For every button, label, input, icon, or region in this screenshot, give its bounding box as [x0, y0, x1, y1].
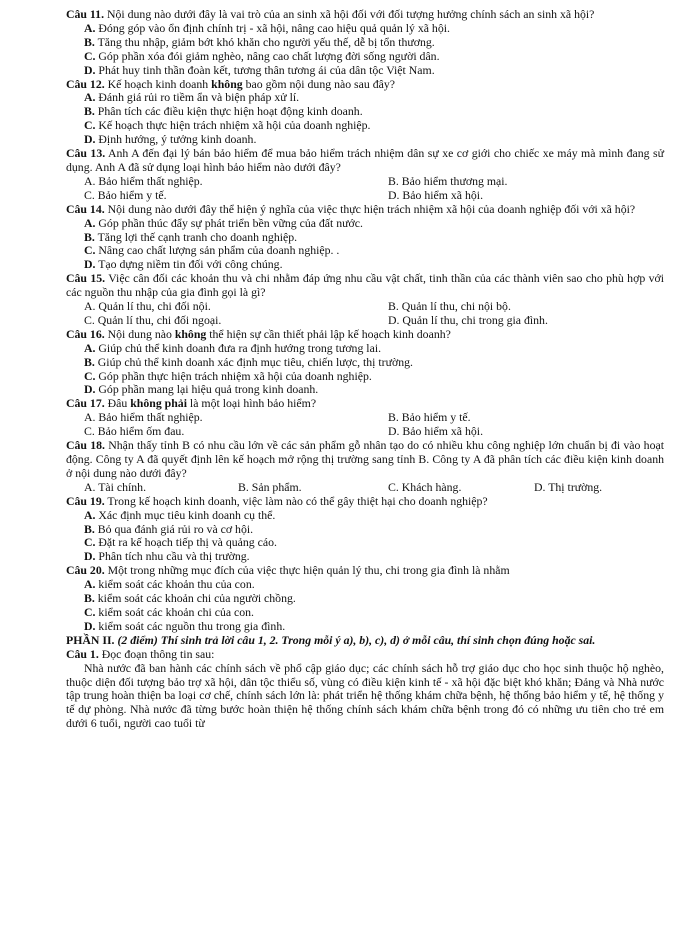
option-text: Phân tích nhu cầu và thị trường. [95, 549, 250, 564]
option-c [84, 536, 664, 550]
option-text: kiểm soát các khoản chi của người chồng. [94, 591, 296, 606]
option-d [84, 133, 664, 147]
option-text: Nâng cao chất lượng sản phẩm của doanh nghiệp. . [95, 243, 340, 258]
option-letter: A. [84, 479, 96, 494]
question-number: Câu 17. [66, 396, 105, 411]
option-letter: C. [84, 368, 96, 383]
option-text: kiểm soát các khoản thu của con. [95, 577, 255, 592]
option-d [388, 189, 692, 203]
question-text-end: thể hiện sự cần thiết phải lập kế hoạch kinh doanh? [206, 326, 451, 341]
option-c [84, 119, 664, 133]
option-letter: A. [84, 299, 96, 314]
option-text: Bảo hiểm thương mại. [398, 173, 508, 188]
question-18 [66, 439, 664, 481]
option-letter: A. [84, 20, 96, 35]
option-text: Bảo hiểm thất nghiệp. [95, 173, 203, 188]
option-b [84, 231, 664, 245]
question-text-end: là một loại hình bảo hiểm? [186, 396, 317, 411]
option-c [84, 189, 388, 203]
option-text: Tăng thu nhập, giảm bớt khó khăn cho người yếu thế, dễ bị tổn thương. [94, 34, 435, 49]
question-emphasis: không [211, 76, 243, 91]
option-text: Tăng lợi thế cạnh tranh cho doanh nghiệp. [94, 229, 298, 244]
option-letter: C. [84, 118, 96, 133]
option-c [84, 370, 664, 384]
option-b [388, 411, 692, 425]
question-16 [66, 328, 664, 342]
option-letter: A. [84, 173, 96, 188]
option-text: Tạo dựng niềm tin đối với công chúng. [95, 257, 283, 272]
option-letter: D. [534, 479, 546, 494]
option-c [84, 50, 664, 64]
option-letter: A. [84, 215, 96, 230]
part-instruction: (2 điểm) Thí sinh trả lời câu 1, 2. Trong mỗi ý a), b), c), d) ở mỗi câu, thí sinh chọn đúng hoặc sai. [114, 632, 596, 647]
option-b [84, 523, 664, 537]
option-text: Góp phần thúc đẩy sự phát triển bền vững của đất nước. [95, 215, 363, 230]
option-letter: B. [84, 591, 95, 606]
option-letter: C. [84, 535, 96, 550]
options-row [84, 411, 664, 425]
option-c [388, 481, 534, 495]
option-d [534, 481, 602, 495]
option-a [84, 342, 664, 356]
option-a [84, 217, 664, 231]
option-text: Góp phần thực hiện trách nhiệm xã hội của doanh nghiệp. [95, 368, 372, 383]
option-letter: D. [84, 618, 96, 633]
option-letter: C. [84, 187, 95, 202]
question-13 [66, 147, 664, 175]
question-text: Trong kế hoạch kinh doanh, việc làm nào có thể gây thiệt hại cho doanh nghiệp? [104, 493, 488, 508]
option-letter: B. [84, 229, 95, 244]
question-number: Câu 18. [66, 438, 105, 453]
option-letter: C. [84, 424, 95, 439]
question-number: Câu 16. [66, 326, 105, 341]
option-letter: D. [84, 257, 96, 272]
options-row [84, 481, 664, 495]
part-2-heading [66, 634, 664, 648]
question-19 [66, 495, 664, 509]
option-text: Tài chính. [95, 479, 147, 494]
question-number: Câu 11. [66, 7, 105, 21]
option-a [84, 509, 664, 523]
option-letter: D. [388, 424, 400, 439]
option-letter: D. [84, 549, 96, 564]
option-text: Bảo hiểm ốm đau. [94, 424, 185, 439]
option-b [388, 300, 692, 314]
question-number: Câu 13. [66, 146, 106, 161]
option-text: Bảo hiểm thất nghiệp. [95, 410, 203, 425]
option-text: Giúp chủ thể kinh doanh đưa ra định hướng trong tương lai. [95, 340, 382, 355]
option-letter: B. [84, 104, 95, 119]
question-number: Câu 20. [66, 563, 105, 578]
option-text: Đánh giá rủi ro tiềm ẩn và biện pháp xử lí. [95, 90, 300, 105]
question-text: Việc cân đối các khoản thu và chi nhằm đáp ứng nhu cầu vật chất, tinh thần của các thành viên sao cho phù hợp với các nguồn thu nhập của gia đình gọi là gì? [66, 271, 664, 300]
question-text: Đâu [104, 396, 131, 411]
option-text: Đặt ra kế hoạch tiếp thị và quảng cáo. [95, 535, 277, 550]
question-text: Kế hoạch kinh doanh [104, 76, 212, 91]
option-letter: B. [84, 354, 95, 369]
question-number: Câu 1. [66, 646, 99, 661]
option-text: Góp phần mang lại hiệu quả trong kinh doanh. [95, 382, 319, 397]
option-letter: A. [84, 90, 96, 105]
option-text: Quản lí thu, chi trong gia đình. [399, 312, 548, 327]
question-number: Câu 15. [66, 271, 106, 286]
option-c [84, 244, 664, 258]
option-text: Kế hoạch thực hiện trách nhiệm xã hội của doanh nghiệp. [95, 118, 371, 133]
option-letter: D. [84, 62, 96, 77]
option-text: Giúp chủ thể kinh doanh xác định mục tiêu, chiến lược, thị trường. [94, 354, 413, 369]
option-text: kiểm soát các nguồn thu trong gia đình. [95, 618, 286, 633]
part-title: PHẦN II. [66, 632, 115, 647]
option-d [388, 314, 692, 328]
option-letter: B. [388, 410, 399, 425]
question-emphasis: không [174, 326, 207, 341]
reading-passage: Nhà nước đã ban hành các chính sách về phổ cập giáo dục; các chính sách hỗ trợ giáo dục cho học sinh thuộc hộ nghèo, thuộc diện đối tượng bảo trợ xã hội, dân tộc thiểu số, vùng có điều kiện kinh tế - xã hội đặc biệt khó khăn; Đảng và Nhà nước tập trung hoàn thiện ba loại cơ chế, chính sách lớn là: phát triển hệ thống khám chữa bệnh, hệ thống bảo hiểm y tế, hệ thống y tế dự phòng. Nhà nước đã từng bước hoàn thiện hệ thống chính sách khám chữa bệnh trong đó có những ưu tiên cho trẻ em dưới 6 tuổi, người cao tuổi từ [66, 660, 664, 731]
question-text: Nội dung nào [104, 326, 175, 341]
option-c [84, 425, 388, 439]
option-letter: B. [84, 521, 95, 536]
option-d [84, 383, 664, 397]
option-letter: B. [84, 34, 95, 49]
question-text: Một trong những mục đích của việc thực hiện quản lý thu, chi trong gia đình là nhằm [104, 563, 510, 578]
options-row [84, 300, 664, 314]
option-letter: D. [84, 382, 96, 397]
option-b [238, 481, 388, 495]
option-text: Bảo hiểm y tế. [398, 410, 471, 425]
option-letter: B. [388, 299, 399, 314]
option-letter: C. [84, 48, 96, 63]
option-letter: A. [84, 577, 96, 592]
option-b [84, 36, 664, 50]
option-d [84, 550, 664, 564]
option-text: Góp phần xóa đói giảm nghèo, nâng cao chất lượng đời sống người dân. [95, 48, 440, 63]
question-number: Câu 12. [66, 76, 105, 91]
option-text: Khách hàng. [398, 479, 462, 494]
part-2-question-1 [66, 648, 664, 662]
question-20 [66, 564, 664, 578]
option-text: Xác định mục tiêu kinh doanh cụ thể. [95, 507, 276, 522]
option-text: Phát huy tinh thần đoàn kết, tương thân tương ái của dân tộc Việt Nam. [95, 62, 435, 77]
question-text: Nội dung nào dưới đây là vai trò của an sinh xã hội đối với đối tượng hưởng chính sách an sinh xã hội? [104, 7, 595, 21]
question-number: Câu 14. [66, 201, 105, 216]
option-text: Bảo hiểm xã hội. [399, 187, 484, 202]
option-letter: D. [388, 312, 400, 327]
option-d [388, 425, 692, 439]
option-a [84, 578, 664, 592]
option-letter: C. [84, 604, 96, 619]
option-letter: C. [388, 479, 399, 494]
question-11 [66, 8, 664, 22]
option-text: Phân tích các điều kiện thực hiện hoạt động kinh doanh. [94, 104, 363, 119]
option-letter: A. [84, 340, 96, 355]
option-letter: A. [84, 507, 96, 522]
option-a [84, 300, 388, 314]
option-text: Bảo hiểm y tế. [94, 187, 167, 202]
options-row [84, 425, 664, 439]
question-text: Nội dung nào dưới đây thể hiện ý nghĩa của việc thực hiện trách nhiệm xã hội của doanh nghiệp đối với xã hội? [104, 201, 636, 216]
option-letter: C. [84, 312, 95, 327]
option-text: Quản lí thu, chi nội bộ. [398, 299, 511, 314]
option-text: Quản lí thu, chi đối nội. [95, 299, 211, 314]
option-b [84, 592, 664, 606]
option-text: Bỏ qua đánh giá rủi ro và cơ hội. [94, 521, 254, 536]
option-text: Quản lí thu, chi đối ngoại. [94, 312, 222, 327]
option-b [84, 356, 664, 370]
option-text: Đóng góp vào ổn định chính trị - xã hội, nâng cao hiệu quả quản lý xã hội. [95, 20, 450, 35]
option-a [84, 481, 238, 495]
option-d [84, 64, 664, 78]
option-letter: D. [388, 187, 400, 202]
option-text: Sản phẩm. [248, 479, 302, 494]
question-emphasis: không phải [130, 396, 187, 411]
question-14 [66, 203, 664, 217]
option-text: Thị trường. [545, 479, 603, 494]
option-text: Định hướng, ý tưởng kinh doanh. [95, 132, 257, 147]
option-d [84, 258, 664, 272]
question-text: Đọc đoạn thông tin sau: [98, 646, 215, 661]
question-12 [66, 78, 664, 92]
question-number: Câu 19. [66, 493, 105, 508]
option-a [84, 411, 388, 425]
question-text: Anh A đến đại lý bán bảo hiểm để mua bảo hiểm trách nhiệm dân sự xe cơ giới cho chiếc xe máy mà mình đang sử dụng. Anh A đã sử dụng loại hình bảo hiểm nào dưới đây? [66, 146, 664, 174]
question-17 [66, 397, 664, 411]
option-c [84, 606, 664, 620]
option-letter: A. [84, 410, 96, 425]
option-c [84, 314, 388, 328]
option-letter: C. [84, 243, 96, 258]
option-text: Bảo hiểm xã hội. [399, 424, 484, 439]
question-text-end: bao gồm nội dung nào sau đây? [242, 76, 396, 91]
option-a [84, 91, 664, 105]
option-a [84, 22, 664, 36]
options-row [84, 175, 664, 189]
option-b [84, 105, 664, 119]
option-text: kiểm soát các khoản chi của con. [95, 604, 255, 619]
option-letter: B. [388, 173, 399, 188]
option-a [84, 175, 388, 189]
option-letter: D. [84, 132, 96, 147]
question-text: Nhận thấy tỉnh B có nhu cầu lớn về các sản phẩm gỗ nhân tạo do có nhiều khu công nghiệp lớn chuẩn bị đi vào hoạt động. Công ty A đã quyết định lên kế hoạch mở rộng thị trường sang tỉnh B. Công ty A đã phân tích các điều kiện kinh doanh ở nội dung nào dưới đây? [66, 438, 664, 480]
question-15 [66, 272, 664, 300]
option-d [84, 620, 664, 634]
options-row [84, 189, 664, 203]
options-row [84, 314, 664, 328]
option-b [388, 175, 692, 189]
option-letter: B. [238, 479, 249, 494]
